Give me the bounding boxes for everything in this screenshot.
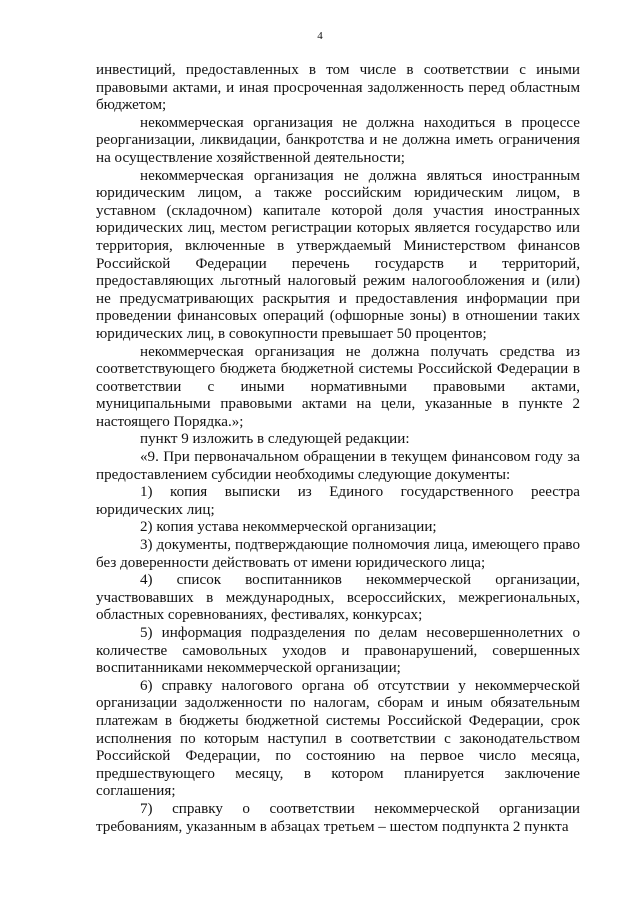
document-body bbox=[96, 62, 580, 836]
paragraph-no-foreign-entity: некоммерческая организация не должна являться иностранным юридическим лицом, а также российским юридическим лицом, в уставном (складочном) капитале которой доля участия иностранных юридических лиц, местом регистрации которых является государство или территория, включенные в утверждаемый Министерством финансов Российской Федерации перечень государств и территорий, предоставляющих льготный налоговый режим налогообложения и (или) не предусматривающих раскрытия и предоставления информации при проведении финансовых операций (офшорные зоны) в отношении таких юридических лиц, в совокупности превышает 50 процентов; bbox=[96, 167, 580, 342]
list-item-6: 6) справку налогового органа об отсутствии у некоммерческой организации задолженности по налогам, сборам и иным обязательным платежам в бюджеты бюджетной системы Российской Федерации, срок исполнения по которым наступил в соответствии с законодательством Российской Федерации, по состоянию на первое число месяца, предшествующего месяцу, в котором планируется заключение соглашения; bbox=[96, 677, 580, 800]
list-item-7: 7) справку о соответствии некоммерческой организации требованиям, указанным в абзацах третьем – шестом подпункта 2 пункта bbox=[96, 800, 580, 835]
paragraph-no-reorganization: некоммерческая организация не должна находиться в процессе реорганизации, ликвидации, банкротства и не должна иметь ограничения на осуществление хозяйственной деятельности; bbox=[96, 114, 580, 166]
paragraph-no-other-budget-funds: некоммерческая организация не должна получать средства из соответствующего бюджета бюджетной системы Российской Федерации в соответствии с иными нормативными правовыми актами, муниципальными правовыми актами на цели, указанные в пункте 2 настоящего Порядка.»; bbox=[96, 343, 580, 430]
list-item-3: 3) документы, подтверждающие полномочия лица, имеющего право без доверенности действовать от имени юридического лица; bbox=[96, 537, 580, 571]
list-item-4: 4) список воспитанников некоммерческой организации, участвовавших в международных, всероссийских, межрегиональных, областных соревнованиях, фестивалях, конкурсах; bbox=[96, 572, 580, 624]
list-item-2: 2) копия устава некоммерческой организации; bbox=[140, 519, 437, 536]
paragraph-clause-9-intro: пункт 9 изложить в следующей редакции: bbox=[140, 431, 410, 448]
page-number: 4 bbox=[317, 30, 323, 42]
paragraph-debt-continuation: инвестиций, предоставленных в том числе в соответствии с иными правовыми актами, и иная просроченная задолженность перед областным бюджетом; bbox=[96, 62, 580, 114]
list-item-1: 1) копия выписки из Единого государственного реестра юридических лиц; bbox=[96, 484, 580, 518]
list-item-5: 5) информация подразделения по делам несовершеннолетних о количестве самовольных уходов и правонарушений, совершенных воспитанниками некоммерческой организации; bbox=[96, 625, 580, 677]
paragraph-clause-9-text: «9. При первоначальном обращении в текущем финансовом году за предоставлением субсидии необходимы следующие документы: bbox=[96, 449, 580, 483]
